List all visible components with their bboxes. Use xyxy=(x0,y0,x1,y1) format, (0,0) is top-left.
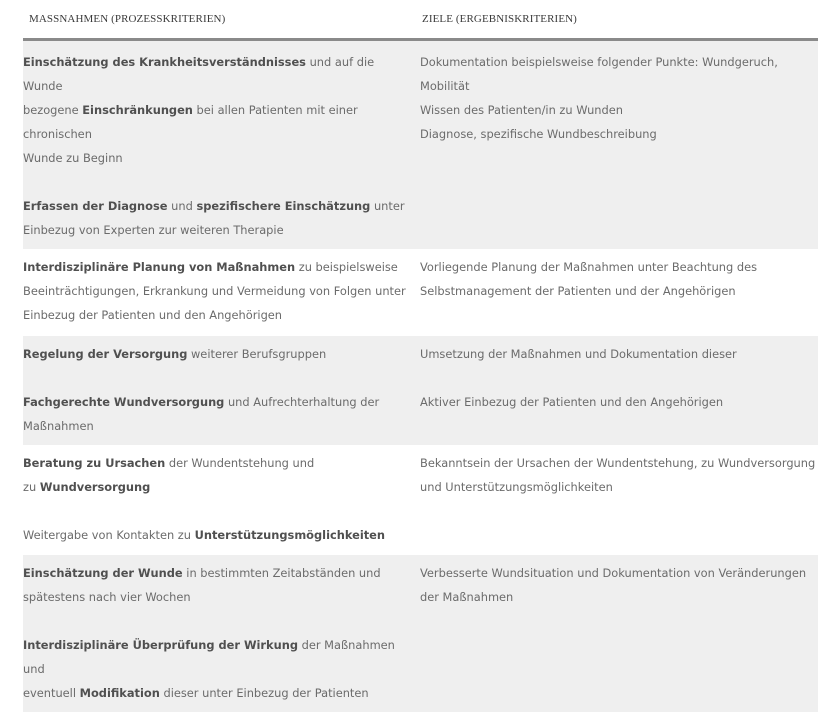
header-goals: ZIELE (ERGEBNISKRITERIEN) xyxy=(422,13,577,25)
measures-cell: Interdisziplinäre Planung von Maßnahmen zu beispielsweise Beeinträchtigungen, Erkrankung und Vermeidung von Folgen unter Einbezug der Patienten und den Angehörigen xyxy=(23,260,406,322)
table-row xyxy=(23,41,818,249)
measures-cell: Beratung zu Ursachen der Wundentstehung und zu Wundversorgung Weitergabe von Kontakten zu Unterstützungsmöglichkeiten xyxy=(23,456,386,542)
table-row xyxy=(23,336,818,445)
measures-cell: Regelung der Versorgung weiterer Berufsgruppen Fachgerechte Wundversorgung und Aufrechterhaltung der Maßnahmen xyxy=(23,347,380,433)
table-row xyxy=(23,249,818,336)
table-header xyxy=(23,0,818,41)
goals-cell: Umsetzung der Maßnahmen und Dokumentation dieser Aktiver Einbezug der Patienten und den Angehörigen xyxy=(420,347,737,409)
criteria-table xyxy=(23,0,818,712)
goals-cell: Verbesserte Wundsituation und Dokumentation von Veränderungen der Maßnahmen xyxy=(420,566,807,604)
measures-cell: Einschätzung der Wunde in bestimmten Zeitabständen und spätestens nach vier Wochen Interdisziplinäre Überprüfung der Wirkung der Maßnahmen und eventuell Modifikation dieser unter Einbezug der Patienten xyxy=(23,566,395,700)
table-row xyxy=(23,445,818,555)
measures-cell: Einschätzung des Krankheitsverständnisses und auf die Wunde bezogene Einschränkungen bei allen Patienten mit einer chronischen Wunde zu Beginn Erfassen der Diagnose und spezifischere Einschätzung unter Einbezug von Experten zur weiteren Therapie xyxy=(23,55,405,237)
goals-cell: Dokumentation beispielsweise folgender Punkte: Wundgeruch, Mobilität Wissen des Patienten/in zu Wunden Diagnose, spezifische Wundbeschreibung xyxy=(420,55,778,141)
header-measures: MASSNAHMEN (PROZESSKRITERIEN) xyxy=(29,13,226,25)
table-row xyxy=(23,555,818,712)
goals-cell: Vorliegende Planung der Maßnahmen unter Beachtung des Selbstmanagement der Patienten und der Angehörigen xyxy=(420,260,758,298)
goals-cell: Bekanntsein der Ursachen der Wundentstehung, zu Wundversorgung und Unterstützungsmöglichkeiten xyxy=(420,456,816,494)
